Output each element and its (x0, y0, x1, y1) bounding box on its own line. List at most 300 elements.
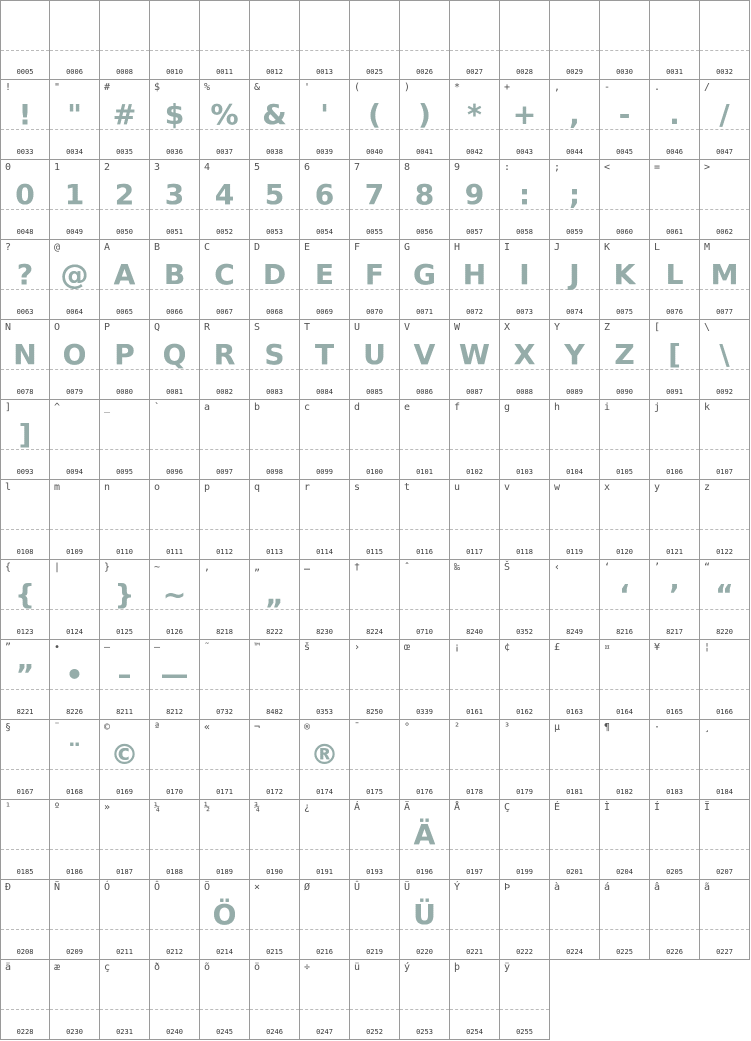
glyph-preview: T (300, 336, 349, 374)
character-code: 0183 (666, 788, 683, 796)
glyph-cell (550, 80, 600, 160)
glyph-preview: P (100, 336, 149, 374)
glyph-preview (50, 416, 99, 454)
glyph-cell (700, 160, 750, 240)
character-label: P (104, 322, 111, 333)
glyph-cell (450, 240, 500, 320)
character-label: , (554, 82, 561, 93)
glyph-preview: X (500, 336, 549, 374)
glyph-cell (500, 320, 550, 400)
glyph-cell (500, 720, 550, 800)
character-code: 0057 (466, 228, 483, 236)
glyph-cell (250, 320, 300, 400)
glyph-cell (250, 640, 300, 720)
glyph-preview: [ (650, 336, 699, 374)
character-code: 0188 (166, 868, 183, 876)
character-code: 0058 (516, 228, 533, 236)
glyph-preview (500, 816, 549, 854)
glyph-preview: ’ (650, 576, 699, 614)
glyph-cell (600, 400, 650, 480)
character-label: o (154, 482, 161, 493)
glyph-preview: 8 (400, 176, 449, 214)
character-label: õ (204, 962, 211, 973)
glyph-cell (0, 80, 50, 160)
glyph-preview (450, 896, 499, 934)
character-label: ? (5, 242, 12, 253)
glyph-cell (450, 560, 500, 640)
glyph-preview (550, 496, 599, 534)
glyph-preview: Y (550, 336, 599, 374)
character-label: § (5, 722, 12, 733)
character-code: 0196 (416, 868, 433, 876)
character-label: H (454, 242, 461, 253)
glyph-preview (50, 816, 99, 854)
glyph-preview (600, 416, 649, 454)
character-code: 0170 (166, 788, 183, 796)
character-label: Ì (604, 802, 611, 813)
glyph-preview: ‘ (600, 576, 649, 614)
glyph-cell (250, 800, 300, 880)
glyph-preview (550, 816, 599, 854)
character-code: 0060 (616, 228, 633, 236)
character-label: ¼ (154, 802, 161, 813)
glyph-cell (600, 560, 650, 640)
character-label: š (304, 642, 311, 653)
character-code: 0201 (566, 868, 583, 876)
character-label: ‹ (554, 562, 561, 573)
character-code: 0094 (66, 468, 83, 476)
glyph-preview (550, 416, 599, 454)
character-label: ç (104, 962, 111, 973)
character-code: 0710 (416, 628, 433, 636)
character-code: 0225 (616, 948, 633, 956)
glyph-preview: A (100, 256, 149, 294)
character-label: à (554, 882, 561, 893)
glyph-preview (700, 736, 749, 774)
character-code: 0079 (66, 388, 83, 396)
character-label: u (454, 482, 461, 493)
glyph-cell (300, 160, 350, 240)
glyph-preview (1, 896, 49, 934)
character-label: ; (554, 162, 561, 173)
glyph-cell (300, 960, 350, 1040)
glyph-preview (150, 896, 199, 934)
glyph-cell (300, 320, 350, 400)
character-label: ¸ (704, 722, 711, 733)
character-label: ' (304, 82, 311, 93)
glyph-cell (100, 640, 150, 720)
character-label: 5 (254, 162, 261, 173)
glyph-preview (450, 736, 499, 774)
character-code: 0035 (116, 148, 133, 156)
glyph-cell (300, 0, 350, 80)
glyph-cell (650, 80, 700, 160)
glyph-cell (200, 960, 250, 1040)
glyph-preview (250, 416, 299, 454)
character-code: 0732 (216, 708, 233, 716)
character-code: 0209 (66, 948, 83, 956)
glyph-cell (150, 80, 200, 160)
glyph-preview (1, 976, 49, 1014)
glyph-cell (350, 640, 400, 720)
glyph-cell (400, 320, 450, 400)
character-label: I (504, 242, 511, 253)
character-code: 0227 (716, 948, 733, 956)
character-label: % (204, 82, 211, 93)
glyph-preview (300, 496, 349, 534)
character-label: › (354, 642, 361, 653)
glyph-cell (0, 480, 50, 560)
glyph-preview (200, 816, 249, 854)
glyph-cell (600, 160, 650, 240)
character-code: 0193 (366, 868, 383, 876)
character-label: @ (54, 242, 61, 253)
glyph-cell (650, 400, 700, 480)
glyph-cell (200, 560, 250, 640)
character-code: 8212 (166, 708, 183, 716)
glyph-preview (550, 736, 599, 774)
character-code: 0081 (166, 388, 183, 396)
glyph-preview (450, 416, 499, 454)
character-label: x (604, 482, 611, 493)
glyph-preview (450, 496, 499, 534)
glyph-cell (400, 480, 450, 560)
glyph-preview: W (450, 336, 499, 374)
character-code: 0010 (166, 68, 183, 76)
glyph-cell (650, 800, 700, 880)
glyph-cell (0, 880, 50, 960)
character-code: 0039 (316, 148, 333, 156)
character-code: 0174 (316, 788, 333, 796)
glyph-preview: Ä (400, 816, 449, 854)
character-code: 0091 (666, 388, 683, 396)
character-code: 0113 (266, 548, 283, 556)
glyph-cell (100, 80, 150, 160)
character-code: 0112 (216, 548, 233, 556)
character-code: 0118 (516, 548, 533, 556)
character-code: 0088 (516, 388, 533, 396)
glyph-cell (500, 640, 550, 720)
glyph-preview: G (400, 256, 449, 294)
character-label: $ (154, 82, 161, 93)
character-code: 0255 (516, 1028, 533, 1036)
character-code: 0179 (516, 788, 533, 796)
character-label: ö (254, 962, 261, 973)
character-label: Ô (154, 882, 161, 893)
glyph-preview (650, 17, 699, 55)
glyph-preview: , (550, 96, 599, 134)
glyph-preview (500, 736, 549, 774)
glyph-preview: ? (1, 256, 49, 294)
glyph-preview (150, 17, 199, 55)
character-label: Ï (704, 802, 711, 813)
glyph-cell (300, 560, 350, 640)
character-label: J (554, 242, 561, 253)
glyph-cell (350, 720, 400, 800)
character-label: Ö (204, 882, 211, 893)
character-label: ¹ (5, 802, 12, 813)
glyph-cell (300, 240, 350, 320)
character-code: 0245 (216, 1028, 233, 1036)
glyph-cell (450, 720, 500, 800)
glyph-cell (300, 80, 350, 160)
glyph-cell (50, 640, 100, 720)
glyph-cell (500, 80, 550, 160)
glyph-preview (150, 816, 199, 854)
glyph-preview (250, 976, 299, 1014)
glyph-cell (100, 240, 150, 320)
glyph-cell (600, 80, 650, 160)
character-code: 0092 (716, 388, 733, 396)
character-code: 0168 (66, 788, 83, 796)
character-code: 0165 (666, 708, 683, 716)
character-code: 0045 (616, 148, 633, 156)
character-label: ! (5, 82, 12, 93)
glyph-preview (650, 656, 699, 694)
character-code: 0069 (316, 308, 333, 316)
glyph-preview: Ö (200, 896, 249, 934)
glyph-preview (550, 896, 599, 934)
character-label: Å (454, 802, 461, 813)
character-code: 0191 (316, 868, 333, 876)
character-code: 0077 (716, 308, 733, 316)
character-code: 0204 (616, 868, 633, 876)
glyph-cell (150, 0, 200, 80)
character-code: 0031 (666, 68, 683, 76)
character-code: 0051 (166, 228, 183, 236)
character-label: ¬ (254, 722, 261, 733)
glyph-cell (200, 240, 250, 320)
character-label: c (304, 402, 311, 413)
character-code: 0175 (366, 788, 383, 796)
character-label: d (354, 402, 361, 413)
glyph-preview: — (150, 656, 199, 694)
character-code: 0228 (16, 1028, 34, 1036)
character-label: ä (5, 962, 12, 973)
character-code: 0050 (116, 228, 133, 236)
glyph-cell (100, 800, 150, 880)
character-label: † (354, 562, 361, 573)
glyph-preview: U (350, 336, 399, 374)
character-label: | (54, 562, 61, 573)
character-label: f (454, 402, 461, 413)
glyph-cell (350, 0, 400, 80)
character-code: 0189 (216, 868, 233, 876)
glyph-cell (0, 320, 50, 400)
character-label: ˆ (404, 562, 411, 573)
character-code: 0062 (716, 228, 733, 236)
glyph-cell (450, 320, 500, 400)
glyph-cell (400, 240, 450, 320)
character-code: 0044 (566, 148, 583, 156)
character-code: 0105 (616, 468, 633, 476)
glyph-preview (350, 17, 399, 55)
glyph-preview (1, 736, 49, 774)
glyph-preview (150, 496, 199, 534)
glyph-cell (450, 880, 500, 960)
character-code: 0100 (366, 468, 383, 476)
glyph-cell (150, 800, 200, 880)
character-label: S (254, 322, 261, 333)
glyph-preview (600, 176, 649, 214)
character-code: 0066 (166, 308, 183, 316)
glyph-cell (300, 640, 350, 720)
character-label: y (654, 482, 661, 493)
glyph-preview (350, 576, 399, 614)
glyph-cell (350, 800, 400, 880)
glyph-cell (450, 80, 500, 160)
glyph-cell (200, 640, 250, 720)
glyph-preview: ~ (150, 576, 199, 614)
glyph-preview (300, 576, 349, 614)
glyph-cell (50, 160, 100, 240)
character-label: ³ (504, 722, 511, 733)
character-label: ¤ (604, 642, 611, 653)
character-label: b (254, 402, 261, 413)
character-code: 0116 (416, 548, 433, 556)
glyph-cell (500, 560, 550, 640)
character-code: 0120 (616, 548, 633, 556)
glyph-preview: 6 (300, 176, 349, 214)
character-label: T (304, 322, 311, 333)
character-code: 0172 (266, 788, 283, 796)
character-code: 0125 (116, 628, 133, 636)
glyph-preview (550, 656, 599, 694)
character-label: ™ (254, 642, 261, 653)
character-code: 0352 (516, 628, 533, 636)
glyph-cell (650, 720, 700, 800)
character-label: 9 (454, 162, 461, 173)
glyph-cell (550, 880, 600, 960)
glyph-cell (350, 240, 400, 320)
character-code: 0221 (466, 948, 483, 956)
glyph-cell (300, 800, 350, 880)
character-code: 0059 (566, 228, 583, 236)
character-code: 0339 (416, 708, 433, 716)
glyph-preview (400, 656, 449, 694)
character-code: 0027 (466, 68, 483, 76)
glyph-cell (250, 480, 300, 560)
glyph-cell (100, 320, 150, 400)
glyph-cell (700, 800, 750, 880)
glyph-cell (100, 400, 150, 480)
glyph-preview (600, 736, 649, 774)
glyph-preview: 1 (50, 176, 99, 214)
character-label: 1 (54, 162, 61, 173)
glyph-cell (50, 720, 100, 800)
glyph-preview: L (650, 256, 699, 294)
character-code: 0056 (416, 228, 433, 236)
glyph-preview (700, 496, 749, 534)
character-code: 0111 (166, 548, 183, 556)
glyph-preview (100, 816, 149, 854)
character-label: { (5, 562, 12, 573)
glyph-preview (100, 17, 149, 55)
character-code: 0063 (16, 308, 34, 316)
glyph-preview (1, 816, 49, 854)
glyph-cell (400, 640, 450, 720)
glyph-preview (500, 656, 549, 694)
character-code: 0084 (316, 388, 333, 396)
character-label: j (654, 402, 661, 413)
glyph-preview (100, 496, 149, 534)
character-code: 0205 (666, 868, 683, 876)
glyph-preview: ( (350, 96, 399, 134)
glyph-preview: # (100, 96, 149, 134)
glyph-preview: . (650, 96, 699, 134)
character-label: ð (154, 962, 161, 973)
glyph-preview: 2 (100, 176, 149, 214)
character-label: X (504, 322, 511, 333)
character-code: 8221 (16, 708, 34, 716)
glyph-preview: E (300, 256, 349, 294)
glyph-cell (550, 0, 600, 80)
character-code: 0008 (116, 68, 133, 76)
glyph-cell (500, 880, 550, 960)
character-code: 0224 (566, 948, 583, 956)
glyph-cell (250, 80, 300, 160)
character-label: / (704, 82, 711, 93)
character-code: 0169 (116, 788, 133, 796)
glyph-preview: & (250, 96, 299, 134)
glyph-preview (100, 896, 149, 934)
character-code: 0171 (216, 788, 233, 796)
glyph-preview (600, 496, 649, 534)
character-label: l (5, 482, 12, 493)
glyph-cell (50, 800, 100, 880)
glyph-preview (200, 496, 249, 534)
character-code: 0102 (466, 468, 483, 476)
character-code: 8226 (66, 708, 83, 716)
glyph-preview: V (400, 336, 449, 374)
glyph-cell (550, 640, 600, 720)
glyph-preview: 5 (250, 176, 299, 214)
glyph-preview (650, 176, 699, 214)
glyph-preview (700, 176, 749, 214)
glyph-cell (450, 160, 500, 240)
glyph-preview (200, 17, 249, 55)
character-label: U (354, 322, 361, 333)
character-code: 0161 (466, 708, 483, 716)
glyph-preview: ® (300, 736, 349, 774)
character-code: 0068 (266, 308, 283, 316)
character-label: ° (404, 722, 411, 733)
glyph-cell (650, 240, 700, 320)
glyph-cell (700, 720, 750, 800)
character-code: 0353 (316, 708, 333, 716)
character-code: 0212 (166, 948, 183, 956)
glyph-cell (300, 880, 350, 960)
character-code: 0124 (66, 628, 83, 636)
character-code: 0119 (566, 548, 583, 556)
character-code: 0220 (416, 948, 433, 956)
character-code: 0013 (316, 68, 333, 76)
character-label: } (104, 562, 111, 573)
glyph-cell (700, 880, 750, 960)
glyph-preview (600, 17, 649, 55)
character-code: 0097 (216, 468, 233, 476)
character-code: 0166 (716, 708, 733, 716)
glyph-preview: J (550, 256, 599, 294)
character-label: : (504, 162, 511, 173)
character-code: 0121 (666, 548, 683, 556)
glyph-cell (600, 720, 650, 800)
character-code: 0115 (366, 548, 383, 556)
character-code: 8482 (266, 708, 283, 716)
glyph-preview (50, 976, 99, 1014)
character-label: ˜ (204, 642, 211, 653)
glyph-preview (350, 976, 399, 1014)
